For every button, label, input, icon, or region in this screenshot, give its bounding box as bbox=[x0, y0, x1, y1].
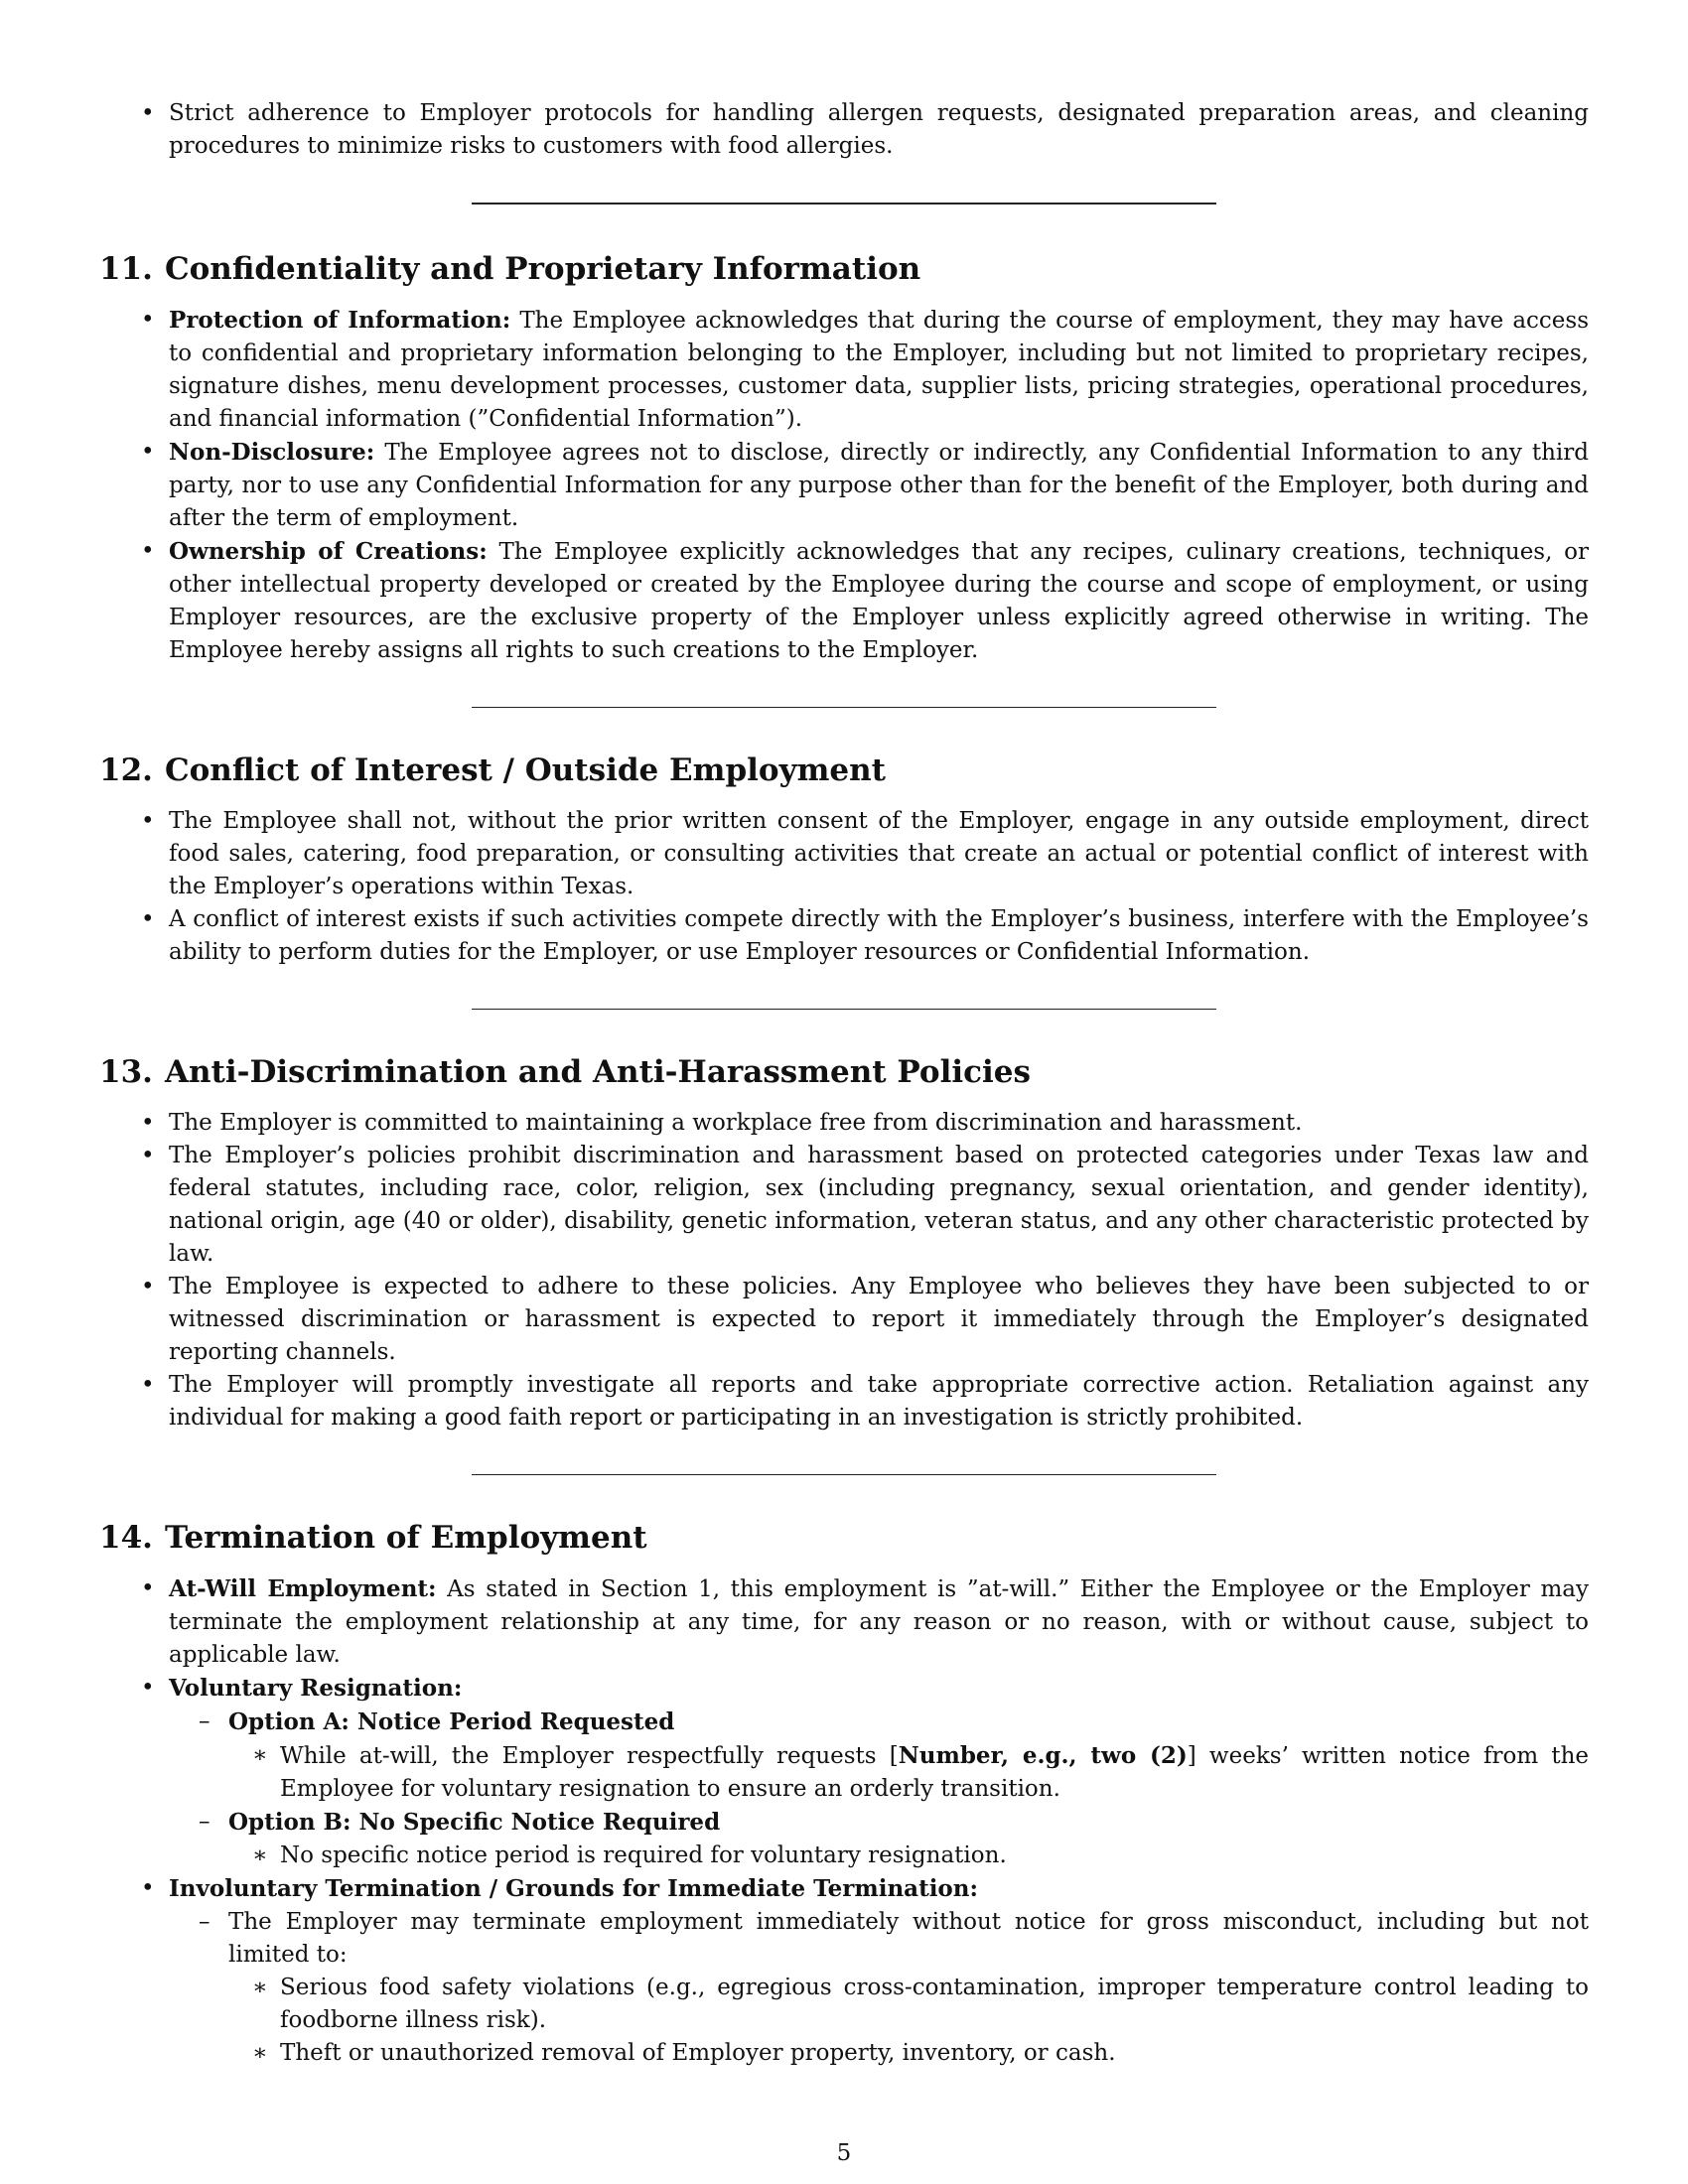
section-heading-14: 14. Termination of Employment bbox=[99, 1520, 647, 1556]
sub-sub-list bbox=[228, 1972, 1589, 2070]
section-heading-12: 12. Conflict of Interest / Outside Employment bbox=[99, 752, 886, 788]
sub-list bbox=[169, 1906, 1589, 2070]
section-divider bbox=[472, 203, 1216, 205]
section-heading-11: 11. Confidentiality and Proprietary Information bbox=[99, 251, 921, 287]
list-item: • Strict adherence to Employer protocols for handling allergen requests, designated preparation areas, and cleaning procedures to minimize risks to customers with food allergies. bbox=[169, 97, 1589, 163]
section-14-list bbox=[99, 1572, 1589, 2070]
list-item: • The Employee is expected to adhere to these policies. Any Employee who believes they have been subjected to or witnessed discrimination or harassment is expected to report it immediately through the Employer’s designated reporting channels. bbox=[169, 1271, 1589, 1369]
sub-sub-list bbox=[228, 1840, 1589, 1872]
section-divider bbox=[472, 707, 1216, 708]
sub-list-item: – Option A: Notice Period Requested ∗ While at-will, the Employer respectfully requests [Number, e.g., two (2)] weeks’ written notice from the Employee for voluntary resignation to ensure an orderly transition. bbox=[228, 1706, 1589, 1806]
list-item: • Ownership of Creations: The Employee explicitly acknowledges that any recipes, culinary creations, techniques, or other intellectual property developed or created by the Employee during the course and scope of employment, or using Employer resources, are the exclusive property of the Employer unless explicitly agreed otherwise in writing. The Employee hereby assigns all rights to such creations to the Employer. bbox=[169, 535, 1589, 667]
section-13-list bbox=[99, 1107, 1589, 1434]
list-item: • Non-Disclosure: The Employee agrees not to disclose, directly or indirectly, any Confidential Information to any third party, nor to use any Confidential Information for any purpose other than for the benefit of the Employer, both during and after the term of employment. bbox=[169, 436, 1589, 535]
section-12-list bbox=[99, 805, 1589, 969]
sub-sub-list-item: ∗ While at-will, the Employer respectfully requests [Number, e.g., two (2)] weeks’ written notice from the Employee for voluntary resignation to ensure an orderly transition. bbox=[280, 1739, 1589, 1806]
sub-list-item: – Option B: No Specific Notice Required ∗ No specific notice period is required for voluntary resignation. bbox=[228, 1806, 1589, 1872]
intro-list bbox=[99, 97, 1589, 163]
list-item: • Voluntary Resignation: – Option A: Notice Period Requested ∗ While at-will, the Employer respectfully requests [Number, e.g., two (2)] weeks’ written notice from the Employee for voluntary resignation to ensure an orderly transition. – Option B: No Specific Notice Required ∗ No specific notice period is required for voluntary resignation. bbox=[169, 1672, 1589, 1872]
list-item: • The Employer is committed to maintaining a workplace free from discrimination and harassment. bbox=[169, 1107, 1589, 1140]
section-divider bbox=[472, 1009, 1216, 1010]
list-item: • Involuntary Termination / Grounds for Immediate Termination: – The Employer may terminate employment immediately without notice for gross misconduct, including but not limited to: ∗ Serious food safety violations (e.g., egregious cross-contamination, improper temperature control leading to foodborne illness risk). ∗ Theft or unauthorized removal of Employer property, inventory, or cash. bbox=[169, 1872, 1589, 2070]
sub-sub-list-item: ∗ Serious food safety violations (e.g., egregious cross-contamination, improper temperature control leading to foodborne illness risk). bbox=[280, 1972, 1589, 2037]
sub-sub-list-item: ∗ Theft or unauthorized removal of Employer property, inventory, or cash. bbox=[280, 2037, 1589, 2070]
list-item: • The Employer will promptly investigate all reports and take appropriate corrective action. Retaliation against any individual for making a good faith report or participating in an investigation is strictly prohibited. bbox=[169, 1369, 1589, 1434]
list-item: • A conflict of interest exists if such activities compete directly with the Employer’s business, interfere with the Employee’s ability to perform duties for the Employer, or use Employer resources or Confidential Information. bbox=[169, 903, 1589, 969]
document-page bbox=[99, 97, 1589, 2070]
sub-sub-list-item: ∗ No specific notice period is required for voluntary resignation. bbox=[280, 1840, 1589, 1872]
sub-list-item: – The Employer may terminate employment immediately without notice for gross misconduct, including but not limited to: ∗ Serious food safety violations (e.g., egregious cross-contamination, improper temperature control leading to foodborne illness risk). ∗ Theft or unauthorized removal of Employer property, inventory, or cash. bbox=[228, 1906, 1589, 2070]
list-item: • Protection of Information: The Employee acknowledges that during the course of employment, they may have access to confidential and proprietary information belonging to the Employer, including but not limited to proprietary recipes, signature dishes, menu development processes, customer data, supplier lists, pricing strategies, operational procedures, and financial information (”Confidential Information”). bbox=[169, 304, 1589, 436]
section-heading-13: 13. Anti-Discrimination and Anti-Harassment Policies bbox=[99, 1054, 1031, 1090]
list-item: • At-Will Employment: As stated in Section 1, this employment is ”at-will.” Either the Employee or the Employer may terminate the employment relationship at any time, for any reason or no reason, with or without cause, subject to applicable law. bbox=[169, 1572, 1589, 1672]
list-item: • The Employer’s policies prohibit discrimination and harassment based on protected categories under Texas law and federal statutes, including race, color, religion, sex (including pregnancy, sexual orientation, and gender identity), national origin, age (40 or older), disability, genetic information, veteran status, and any other characteristic protected by law. bbox=[169, 1140, 1589, 1271]
page-number: 5 bbox=[836, 2140, 852, 2166]
list-item: • The Employee shall not, without the prior written consent of the Employer, engage in any outside employment, direct food sales, catering, food preparation, or consulting activities that create an actual or potential conflict of interest with the Employer’s operations within Texas. bbox=[169, 805, 1589, 903]
sub-list bbox=[169, 1706, 1589, 1872]
sub-sub-list bbox=[228, 1739, 1589, 1806]
section-divider bbox=[472, 1474, 1216, 1475]
section-11-list bbox=[99, 304, 1589, 667]
